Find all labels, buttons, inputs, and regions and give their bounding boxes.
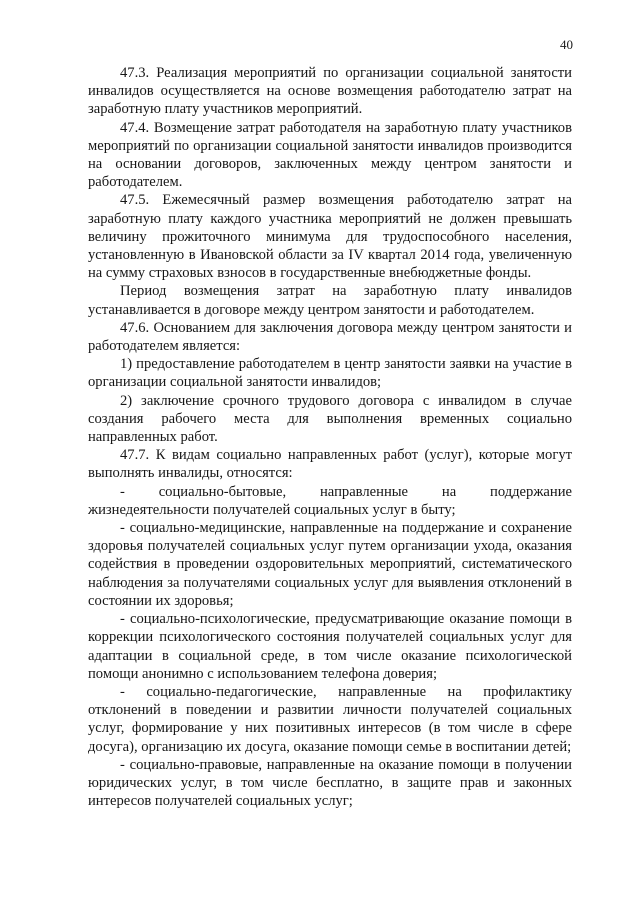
list-item-2: 2) заключение срочного трудового договора с инвалидом в случае создания рабочего места для выполнения временных социально направленных работ. (88, 392, 572, 446)
list-item-social-domestic: - социально-бытовые, направленные на поддержание жизнедеятельности получателей социальных услуг в быту; (88, 483, 572, 518)
paragraph-47-5: 47.5. Ежемесячный размер возмещения работодателю затрат на заработную плату каждого участника мероприятий не должен превышать величину прожиточного минимума для трудоспособного населения, установленную в Ивановской области за IV квартал 2014 года, увеличенную на сумму страховых взносов в государственные внебюджетные фонды. (88, 192, 572, 282)
document-body (88, 64, 572, 810)
list-item-1: 1) предоставление работодателем в центр занятости заявки на участие в организации социальной занятости инвалидов; (88, 356, 572, 391)
paragraph-reimbursement-period: Период возмещения затрат на заработную плату инвалидов устанавливается в договоре между центром занятости и работодателем. (88, 283, 572, 318)
paragraph-47-7: 47.7. К видам социально направленных работ (услуг), которые могут выполнять инвалиды, относятся: (88, 447, 572, 482)
list-item-social-medical: - социально-медицинские, направленные на поддержание и сохранение здоровья получателей социальных услуг путем организации ухода, оказания содействия в проведении оздоровительных мероприятий, систематического наблюдения за получателями социальных услуг для выявления отклонений в состоянии их здоровья; (88, 520, 572, 609)
paragraph-47-3: 47.3. Реализация мероприятий по организации социальной занятости инвалидов осуществляется на основе возмещения работодателю затрат на заработную плату участников мероприятий. (88, 65, 572, 118)
list-item-social-legal: - социально-правовые, направленные на оказание помощи в получении юридических услуг, в том числе бесплатно, в защите прав и законных интересов получателей социальных услуг; (88, 756, 572, 810)
list-item-social-pedagogical: - социально-педагогические, направленные на профилактику отклонений в поведении и развитии личности получателей социальных услуг, формирование у них позитивных интересов (в том числе в сфере досуга), организацию их досуга, оказание помощи семье в воспитании детей; (88, 683, 572, 755)
paragraph-47-4: 47.4. Возмещение затрат работодателя на заработную плату участников мероприятий по организации социальной занятости инвалидов производится на основании договоров, заключенных между центром занятости и работодателем. (88, 119, 572, 191)
page-number: 40 (560, 37, 573, 52)
list-item-social-psychological: - социально-психологические, предусматривающие оказание помощи в коррекции психологического состояния получателей социальных услуг для адаптации в социальной среде, в том числе оказание психологической помощи анонимно с использованием телефона доверия; (88, 611, 572, 682)
paragraph-47-6: 47.6. Основанием для заключения договора между центром занятости и работодателем является: (88, 319, 572, 355)
